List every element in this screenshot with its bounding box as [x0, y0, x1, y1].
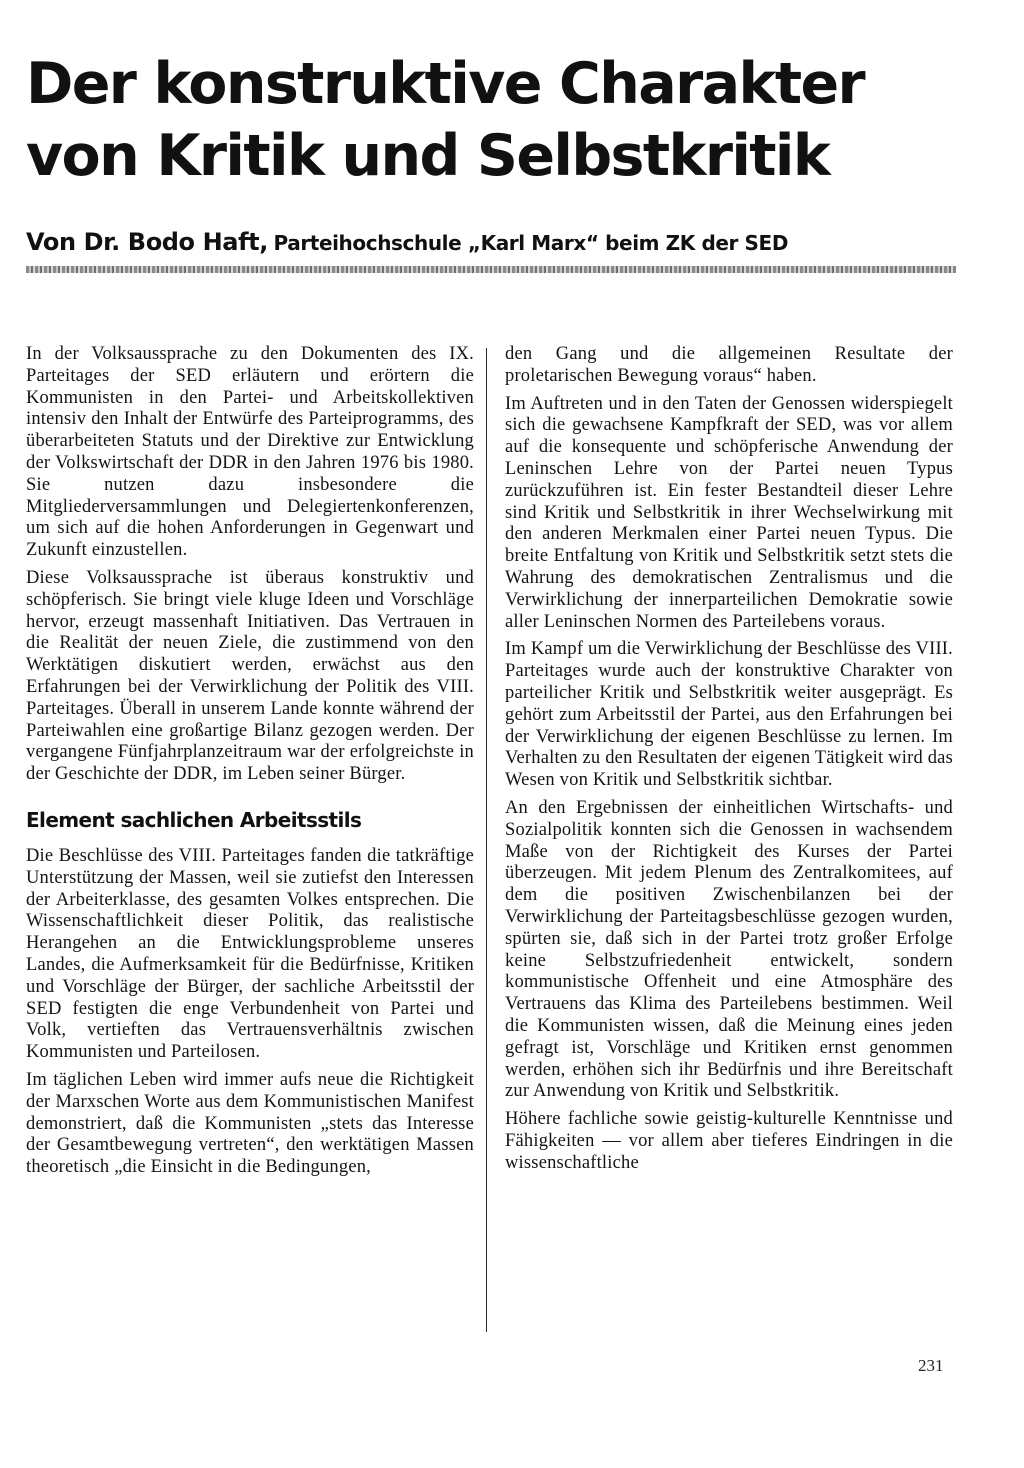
column-divider — [486, 348, 487, 1332]
paragraph: Im täglichen Leben wird immer aufs neue die Richtigkeit der Marxschen Worte aus dem Kommunistischen Manifest demonstriert, daß die Kommunisten „stets das Interesse der Gesamtbewegung vertreten“, den werktätigen Massen theoretisch „die Einsicht in die Bedingungen, — [26, 1069, 474, 1178]
paragraph: den Gang und die allgemeinen Resultate der proletarischen Bewegung voraus“ haben. — [505, 344, 953, 386]
article-title — [26, 48, 986, 192]
column-left — [26, 344, 474, 1334]
byline-institution: Parteihochschule „Karl Marx“ beim ZK der SED — [273, 231, 789, 255]
byline — [26, 228, 986, 256]
paragraph: Im Auftreten und in den Taten der Genossen widerspiegelt sich die gewachsene Kampfkraft der SED, was vor allem auf die konsequente und schöpferische Anwendung der Leninschen Lehre von der Partei neuen Typus zurückzuführen ist. Ein fester Bestandteil dieser Lehre sind Kritik und Selbstkritik in ihrer Wechselwirkung mit den anderen Merkmalen einer Partei neuen Typus. Die breite Entfaltung von Kritik und Selbstkritik setzt stets die Wahrung des demokratischen Zentralismus und die Verwirklichung der innerparteilichen Demokratie sowie aller Leninschen Normen des Parteilebens voraus. — [505, 393, 953, 632]
paragraph: An den Ergebnissen der einheitlichen Wirtschafts- und Sozialpolitik konnten sich die Genossen in wachsendem Maße von der Richtigkeit des Kurses der Partei überzeugen. Mit jedem Plenum des Zentralkomitees, auf dem die positiven Zwischenbilanzen bei der Verwirklichung der Parteitagsbeschlüsse gezogen wurden, spürten sie, daß sich in der Partei trotz großer Erfolge keine Selbstzufriedenheit entwickelt, sondern kommunistische Offenheit und eine Atmosphäre des Vertrauens das Klima des Parteilebens bestimmen. Weil die Kommunisten wissen, daß die Meinung eines jeden gefragt ist, Vorschläge und Kritiken ernst genommen werden, erhöhen sich ihr Bedürfnis und ihre Bereitschaft zur Anwendung von Kritik und Selbstkritik. — [505, 797, 953, 1102]
paragraph: Diese Volksaussprache ist überaus konstruktiv und schöpferisch. Sie bringt viele kluge Ideen und Vorschläge hervor, erzeugt massenhaft Initiativen. Das Vertrauen in die Realität der neuen Ziele, die zustimmend von den Werktätigen diskutiert werden, erwächst aus den Erfahrungen bei der Verwirklichung der Politik des VIII. Parteitages. Überall in unserem Lande konnte während der Parteiwahlen eine großartige Bilanz gezogen werden. Der vergangene Fünfjahrplanzeitraum war der erfolgreichste in der Geschichte der DDR, im Leben seiner Bürger. — [26, 567, 474, 785]
header-divider-rule — [26, 266, 956, 273]
paragraph: Die Beschlüsse des VIII. Parteitages fanden die tatkräftige Unterstützung der Massen, weil sie zutiefst den Interessen der Arbeiterklasse, des gesamten Volkes entsprechen. Die Wissenschaftlichkeit dieser Politik, das realistische Herangehen an die Entwicklungsprobleme unseres Landes, die Aufmerksamkeit für die Bedürfnisse, Kritiken und Vorschläge der Bürger, der sachliche Arbeitsstil der SED festigten die enge Verbundenheit von Partei und Volk, vertieften das Vertrauensverhältnis zwischen Kommunisten und Parteilosen. — [26, 845, 474, 1063]
paragraph: In der Volksaussprache zu den Dokumenten des IX. Parteitages der SED erläutern und erörtern die Kommunisten in den Partei- und Arbeitskollektiven intensiv den Inhalt der Entwürfe des Parteiprogramms, des überarbeiteten Statuts und der Direktive zur Entwicklung der Volkswirtschaft der DDR in den Jahren 1976 bis 1980. Sie nutzen dazu insbesondere die Mitgliederversammlungen und Delegiertenkonferenzen, um sich auf die hohen Anforderungen in Gegenwart und Zukunft einzustellen. — [26, 344, 474, 561]
article-title-line-1: Der konstruktive Charakter — [26, 51, 865, 117]
section-heading: Element sachlichen Arbeitsstils — [26, 807, 362, 832]
column-right — [505, 344, 953, 1334]
byline-author: Von Dr. Bodo Haft, — [26, 228, 268, 256]
paragraph: Im Kampf um die Verwirklichung der Beschlüsse des VIII. Parteitages wurde auch der konstruktive Charakter von parteilicher Kritik und Selbstkritik weiter ausgeprägt. Es gehört zum Arbeitsstil der Partei, aus den Erfahrungen bei der Verwirklichung der eigenen Beschlüsse zu lernen. Im Verhalten zu den Resultaten der eigenen Tätigkeit wird das Wesen von Kritik und Selbstkritik sichtbar. — [505, 639, 953, 791]
page-number: 231 — [918, 1356, 944, 1375]
article-title-line-2: von Kritik und Selbstkritik — [26, 123, 830, 189]
paragraph: Höhere fachliche sowie geistig-kulturelle Kenntnisse und Fähigkeiten — vor allem aber tieferes Eindringen in die wissenschaftliche — [505, 1109, 953, 1173]
